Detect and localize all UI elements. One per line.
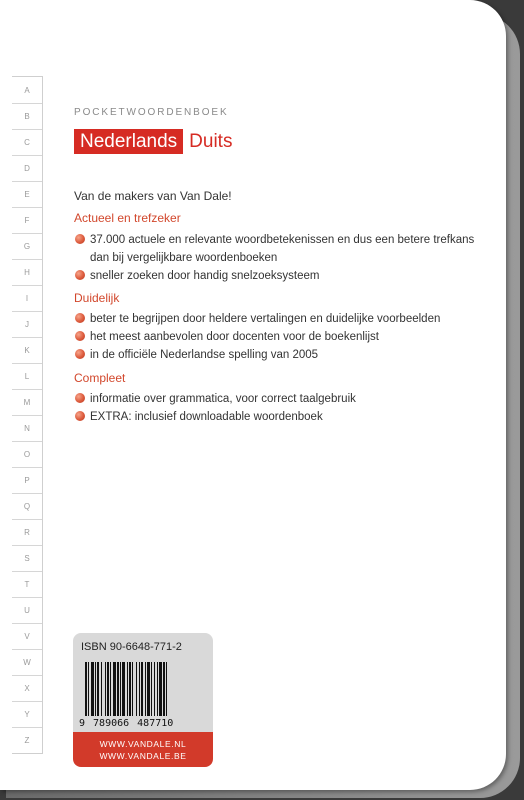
barcode-bar bbox=[141, 662, 143, 716]
feature-bullet bbox=[74, 408, 494, 426]
barcode-bar bbox=[101, 662, 102, 716]
index-letter-m: M bbox=[12, 389, 42, 415]
bullet-text: informatie over grammatica, voor correct taalgebruik bbox=[90, 393, 356, 405]
feature-bullet bbox=[74, 328, 494, 346]
barcode-bar bbox=[117, 662, 119, 716]
barcode-bar bbox=[105, 662, 106, 716]
isbn-text: ISBN 90-6648-771-2 bbox=[81, 641, 182, 653]
barcode-bar bbox=[157, 662, 158, 716]
barcode-bar bbox=[120, 662, 121, 716]
index-letter-t: T bbox=[12, 571, 42, 597]
index-letter-v: V bbox=[12, 623, 42, 649]
barcode-bar bbox=[127, 662, 128, 716]
barcode-bar bbox=[132, 662, 133, 716]
index-letter-i: I bbox=[12, 285, 42, 311]
publisher-url-band bbox=[73, 732, 213, 767]
barcode-digits bbox=[79, 718, 173, 729]
bullet-text: EXTRA: inclusief downloadable woordenboek bbox=[90, 411, 323, 423]
barcode-bar bbox=[88, 662, 89, 716]
barcode-bar bbox=[122, 662, 125, 716]
alphabet-thumb-index bbox=[12, 76, 43, 754]
index-letter-p: P bbox=[12, 467, 42, 493]
index-letter-z: Z bbox=[12, 727, 42, 753]
barcode-bar bbox=[85, 662, 87, 716]
bullet-text: 37.000 actuele en relevante woordbetekenissen en dus een betere trefkans dan bij vergelijkbare woordenboeken bbox=[90, 234, 475, 264]
url-nl[interactable]: WWW.VANDALE.NL bbox=[99, 738, 187, 749]
barcode-block bbox=[73, 633, 213, 767]
index-letter-c: C bbox=[12, 129, 42, 155]
index-letter-g: G bbox=[12, 233, 42, 259]
bullet-dot-icon bbox=[75, 349, 85, 359]
barcode-bar bbox=[154, 662, 155, 716]
index-letter-o: O bbox=[12, 441, 42, 467]
barcode-bar bbox=[136, 662, 137, 716]
index-letter-r: R bbox=[12, 519, 42, 545]
barcode-panel bbox=[73, 633, 213, 732]
section-heading: Duidelijk bbox=[74, 291, 120, 305]
index-letter-e: E bbox=[12, 181, 42, 207]
bullet-text: in de officiële Nederlandse spelling van 2005 bbox=[90, 349, 319, 361]
bullet-text: het meest aanbevolen door docenten voor de boekenlijst bbox=[90, 331, 379, 343]
barcode-bar bbox=[95, 662, 96, 716]
barcode-bar bbox=[113, 662, 116, 716]
index-letter-d: D bbox=[12, 155, 42, 181]
index-letter-s: S bbox=[12, 545, 42, 571]
intro-text: Van de makers van Van Dale! bbox=[74, 189, 232, 203]
barcode-bar bbox=[166, 662, 167, 716]
title-row bbox=[74, 128, 232, 154]
section-heading: Compleet bbox=[74, 371, 126, 385]
bullet-dot-icon bbox=[75, 313, 85, 323]
barcode-bar bbox=[147, 662, 150, 716]
barcode-bar bbox=[163, 662, 165, 716]
index-letter-b: B bbox=[12, 103, 42, 129]
series-label: POCKETWOORDENBOEK bbox=[74, 107, 229, 118]
feature-bullet bbox=[74, 231, 494, 267]
barcode-bar bbox=[151, 662, 152, 716]
barcode-bar bbox=[97, 662, 99, 716]
index-letter-f: F bbox=[12, 207, 42, 233]
bullet-dot-icon bbox=[75, 234, 85, 244]
bullet-dot-icon bbox=[75, 270, 85, 280]
index-letter-n: N bbox=[12, 415, 42, 441]
barcode-bar bbox=[110, 662, 111, 716]
barcode-bar bbox=[139, 662, 140, 716]
barcode-bar bbox=[159, 662, 162, 716]
bullet-text: beter te begrijpen door heldere vertalingen en duidelijke voorbeelden bbox=[90, 313, 441, 325]
barcode-bar bbox=[129, 662, 131, 716]
index-letter-l: L bbox=[12, 363, 42, 389]
title-sub: Duits bbox=[189, 130, 233, 152]
barcode-icon bbox=[83, 662, 203, 718]
barcode-bar bbox=[145, 662, 146, 716]
feature-bullet bbox=[74, 310, 494, 328]
barcode-bar bbox=[107, 662, 109, 716]
feature-bullet bbox=[74, 346, 494, 364]
feature-bullet bbox=[74, 390, 494, 408]
bullet-dot-icon bbox=[75, 411, 85, 421]
index-letter-k: K bbox=[12, 337, 42, 363]
bullet-dot-icon bbox=[75, 331, 85, 341]
title-main: Nederlands bbox=[74, 129, 183, 154]
index-letter-h: H bbox=[12, 259, 42, 285]
index-letter-u: U bbox=[12, 597, 42, 623]
index-letter-w: W bbox=[12, 649, 42, 675]
bullet-text: sneller zoeken door handig snelzoeksysteem bbox=[90, 270, 320, 282]
bullet-dot-icon bbox=[75, 393, 85, 403]
barcode-digit-prefix: 9 bbox=[79, 718, 86, 729]
barcode-digit-left: 789066 bbox=[93, 718, 130, 729]
feature-bullet bbox=[74, 267, 494, 285]
index-letter-y: Y bbox=[12, 701, 42, 727]
index-letter-j: J bbox=[12, 311, 42, 337]
index-letter-x: X bbox=[12, 675, 42, 701]
section-heading: Actueel en trefzeker bbox=[74, 211, 181, 225]
index-letter-q: Q bbox=[12, 493, 42, 519]
index-letter-a: A bbox=[24, 85, 30, 95]
barcode-bar bbox=[91, 662, 94, 716]
barcode-digit-right: 487710 bbox=[137, 718, 174, 729]
url-be[interactable]: WWW.VANDALE.BE bbox=[99, 750, 187, 761]
